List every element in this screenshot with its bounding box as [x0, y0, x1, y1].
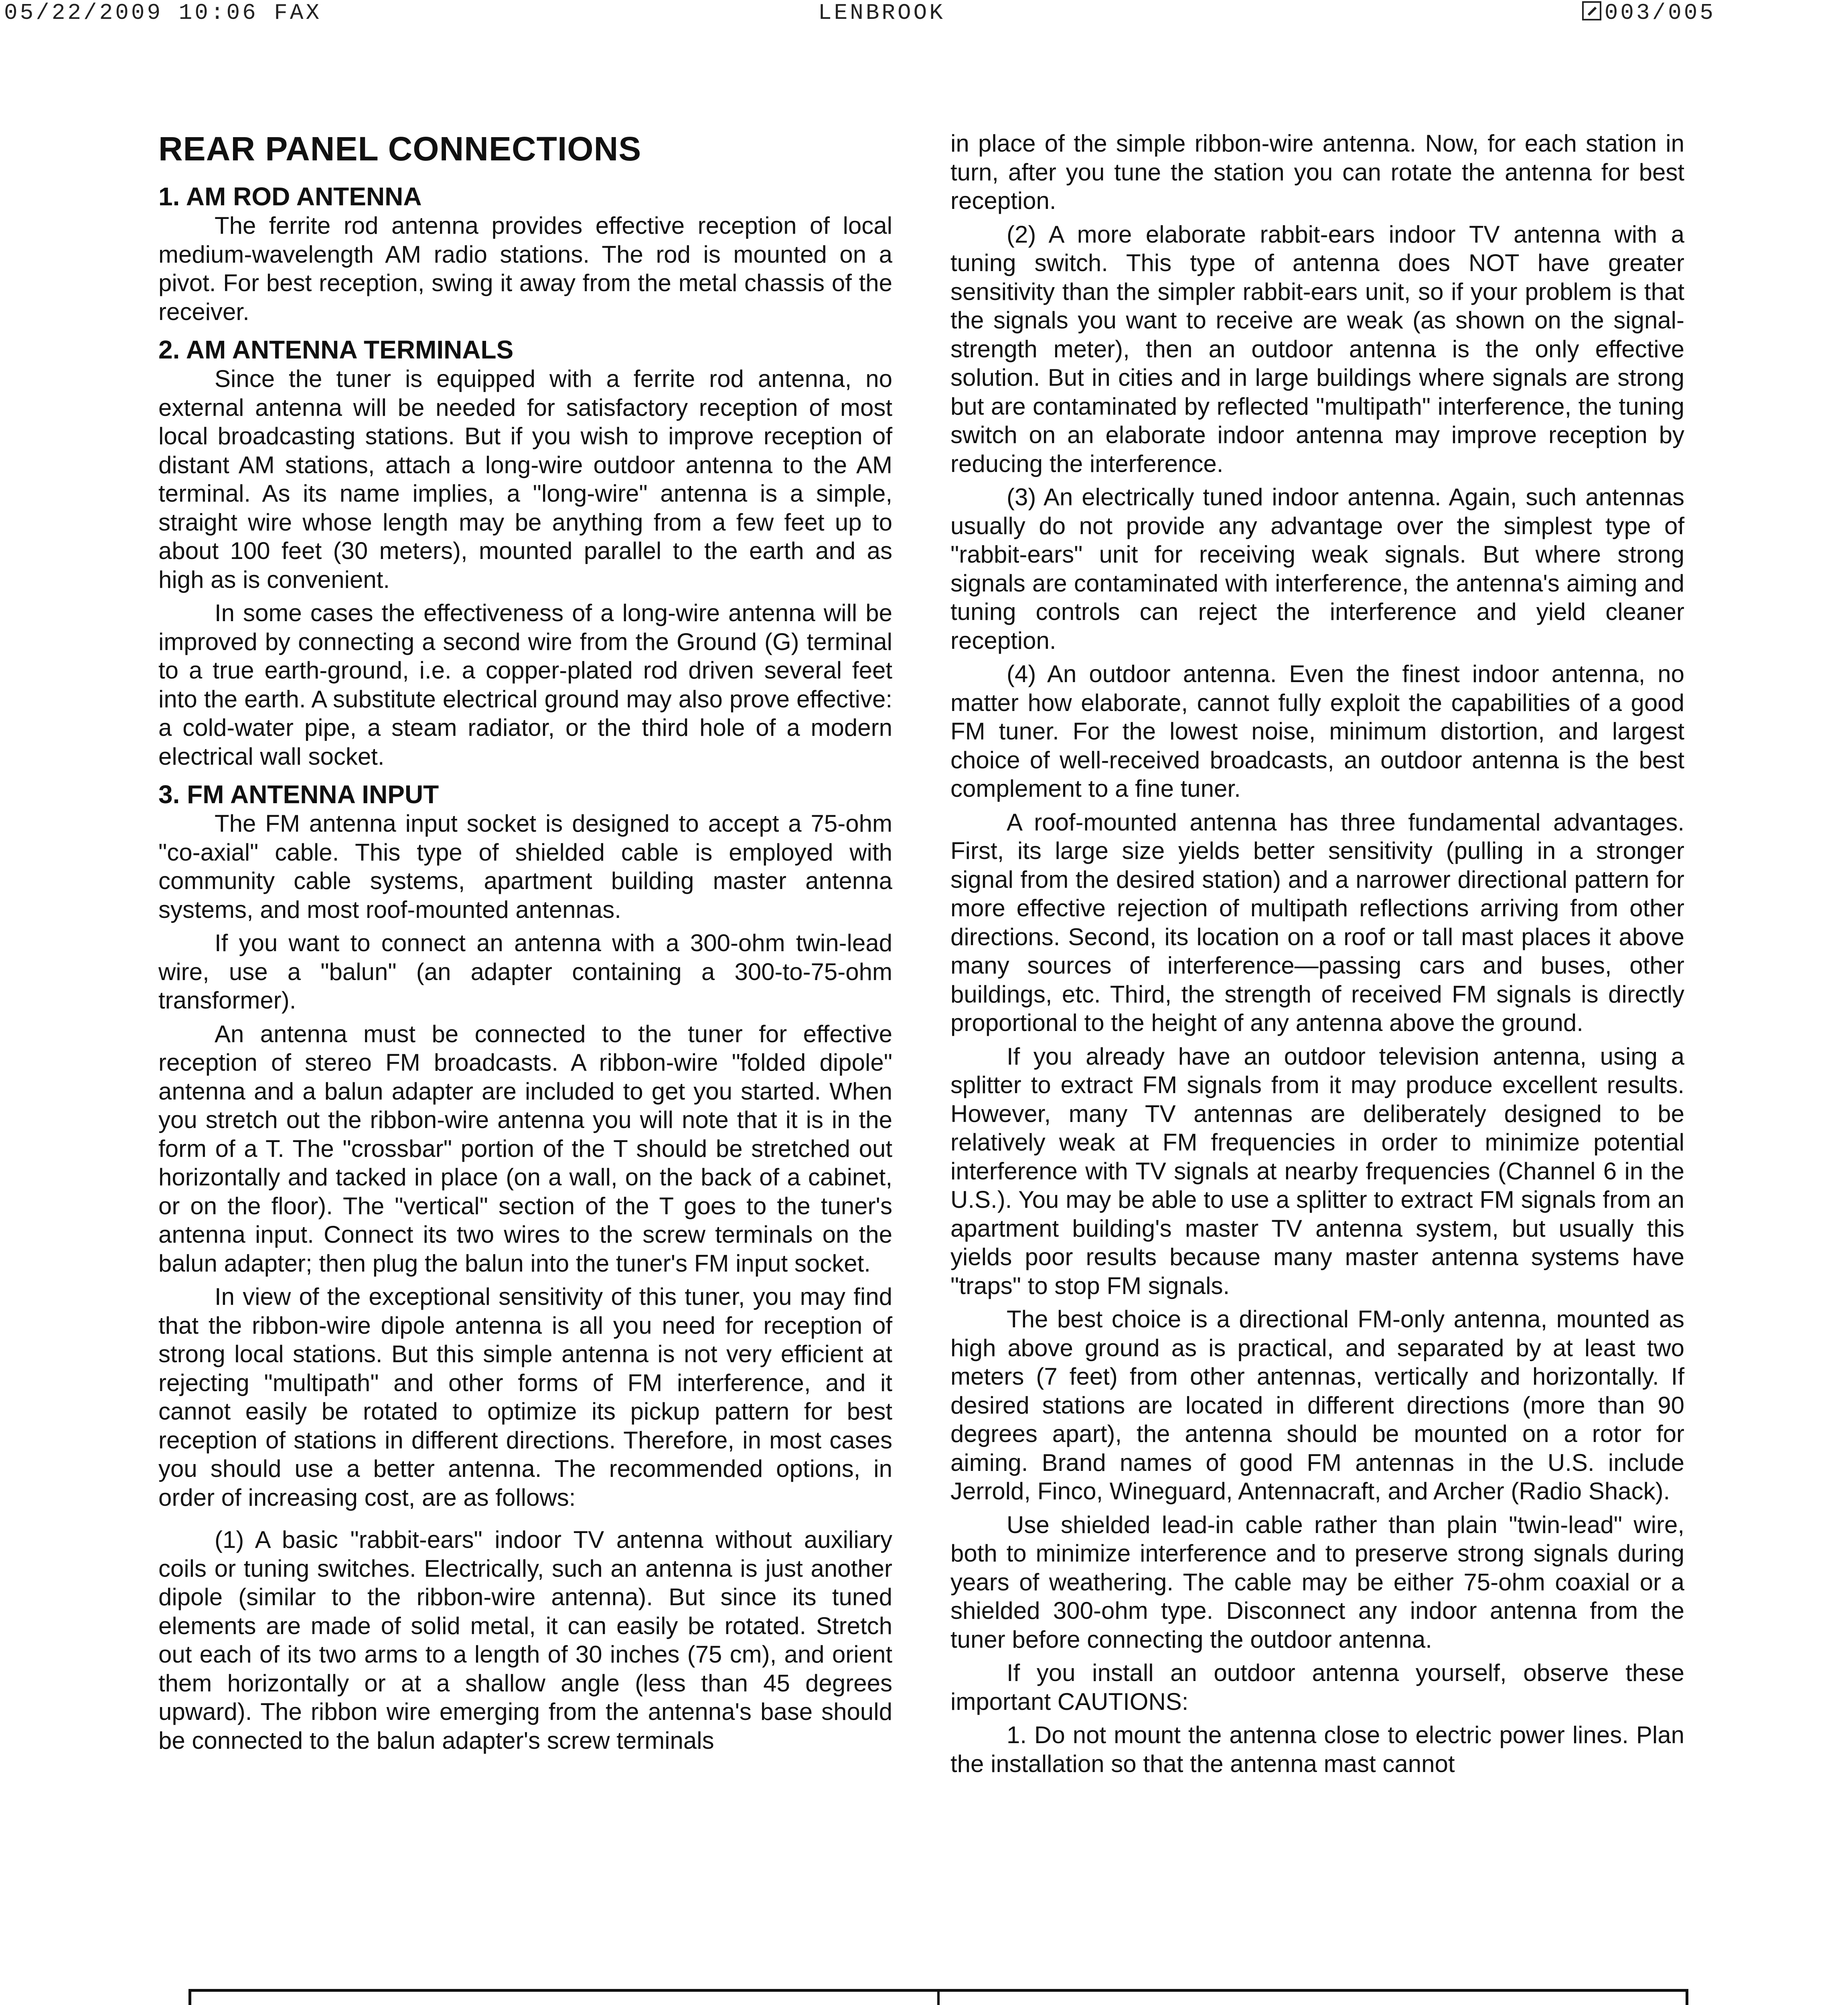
paragraph: Since the tuner is equipped with a ferrite rod antenna, no external antenna will be needed for satisfactory reception of most local broadcasting stations. But if you wish to improve reception of distant AM stations, attach a long-wire outdoor antenna to the AM terminal. As its name implies, a "long-wire" antenna is a simple, straight wire whose length may be anything from a few feet up to about 100 feet (30 meters), mounted parallel to the earth and as high as is convenient. [158, 365, 892, 593]
section-heading-am-rod: 1. AM ROD ANTENNA [158, 182, 422, 211]
paragraph: Use shielded lead-in cable rather than plain "twin-lead" wire, both to minimize interference and to preserve strong signals during years of weathering. The cable may be either 75-ohm coaxial or a shielded 300-ohm type. Disconnect any indoor antenna from the tuner before connecting the outdoor antenna. [950, 1511, 1684, 1653]
fax-header [0, 0, 1848, 32]
left-column [158, 130, 892, 1755]
page-title: REAR PANEL CONNECTIONS [158, 130, 642, 168]
paragraph: A roof-mounted antenna has three fundamental advantages. First, its large size yields better sensitivity (pulling in a stronger signal from the desired station) and a narrower directional pattern for more effective rejection of multipath reflections arriving from other directions. Second, its location on a roof or tall mast places it above many sources of interference—passing cars and buses, other buildings, etc. Third, the strength of received FM signals is directly proportional to the height of any antenna above the ground. [950, 808, 1684, 1036]
paragraph: If you want to connect an antenna with a 300-ohm twin-lead wire, use a "balun" (an adapter containing a 300-to-75-ohm transformer). [158, 930, 892, 1014]
paragraph: in place of the simple ribbon-wire antenna. Now, for each station in turn, after you tune the station you can rotate the antenna for best reception. [950, 130, 1684, 214]
warning-cell-electric-shock [191, 1992, 937, 2005]
fax-page-count [1582, 0, 1716, 26]
paragraph: The best choice is a directional FM-only antenna, mounted as high above ground as is practical, and separated by at least two meters (7 feet) from other antennas, vertically and horizontally. If desired stations are located in different directions (more than 90 degrees apart), the antenna should be mounted on a rotor for aiming. Brand names of good FM antennas in the U.S. include Jerrold, Finco, Wineguard, Antennacraft, and Archer (Radio Shack). [950, 1306, 1684, 1505]
paragraph: In view of the exceptional sensitivity of this tuner, you may find that the ribbon-wire dipole antenna is all you need for reception of strong local stations. But this simple antenna is not very efficient at rejecting "multipath" and other forms of FM interference, and it cannot easily be rotated to optimize its pickup pattern for best reception of stations in different directions. Therefore, in most cases you should use a better antenna. The recommended options, in order of increasing cost, are as follows: [158, 1283, 892, 1511]
fax-page-number: 003/005 [1604, 0, 1716, 26]
paragraph: The ferrite rod antenna provides effective reception of local medium-wavelength AM radio stations. The rod is mounted on a pivot. For best reception, swing it away from the metal chassis of the receiver. [158, 212, 892, 325]
paragraph: If you already have an outdoor television antenna, using a splitter to extract FM signals from it may produce excellent results. However, many TV antennas are deliberately designed to be relatively weak at FM frequencies in order to minimize potential interference with TV signals at nearby frequencies (Channel 6 in the U.S.). You may be able to use a splitter to extract FM signals from an apartment building's master TV antenna system, but usually this yields poor results because many master antenna systems have "traps" to stop FM signals. [950, 1043, 1684, 1299]
paragraph: 1. Do not mount the antenna close to electric power lines. Plan the installation so that the antenna mast cannot [950, 1721, 1684, 1777]
paragraph: (1) A basic "rabbit-ears" indoor TV antenna without auxiliary coils or tuning switches. Electrically, such an antenna is just another dipole (similar to the ribbon-wire antenna). But since its tuned elements are made of solid metal, it can easily be rotated. Stretch out each of its two arms to a length of 30 inches (75 cm), and orient them horizontally or at a shallow angle (less than 45 degrees upward). The ribbon wire emerging from the antenna's base should be connected to the balun adapter's screw terminals [158, 1526, 892, 1754]
paragraph: In some cases the effectiveness of a long-wire antenna will be improved by connecting a second wire from the Ground (G) terminal to a true earth-ground, i.e. a copper-plated rod driven several feet into the earth. A substitute electrical ground may also prove effective: a cold-water pipe, a steam radiator, or the third hole of a modern electrical wall socket. [158, 599, 892, 770]
section-heading-fm-input: 3. FM ANTENNA INPUT [158, 780, 439, 809]
fax-datetime: 05/22/2009 10:06 FAX [4, 0, 322, 26]
paragraph: (3) An electrically tuned indoor antenna. Again, such antennas usually do not provide any advantage over the simplest type of "rabbit-ears" unit for receiving weak signals. But where strong signals are contaminated with interference, the antenna's aiming and tuning controls can reject the interference and yield cleaner reception. [950, 484, 1684, 654]
fax-page-icon [1582, 1, 1601, 20]
safety-warning-box [188, 1989, 1688, 2005]
paragraph: An antenna must be connected to the tuner for effective reception of stereo FM broadcasts. A ribbon-wire "folded dipole" antenna and a balun adapter are included to get you started. When you stretch out the ribbon-wire antenna you will note that it is in the form of a T. The "crossbar" portion of the T should be stretched out horizontally and tacked in place (on a wall, on the back of a cabinet, or on the floor). The "vertical" section of the T goes to the tuner's antenna input. Connect its two wires to the screw terminals on the balun adapter; then plug the balun into the tuner's FM input socket. [158, 1020, 892, 1277]
right-column [950, 129, 1684, 1778]
paragraph: (4) An outdoor antenna. Even the finest indoor antenna, no matter how elaborate, cannot fully exploit the capabilities of a good FM tuner. For the lowest noise, minimum distortion, and largest choice of well-received broadcasts, an outdoor antenna is the best complement to a fine tuner. [950, 660, 1684, 802]
section-heading-am-terminals: 2. AM ANTENNA TERMINALS [158, 335, 514, 364]
warning-cell-instructions [937, 1992, 1686, 2005]
fax-sender: LENBROOK [818, 0, 945, 26]
paragraph: (2) A more elaborate rabbit-ears indoor TV antenna with a tuning switch. This type of antenna does NOT have greater sensitivity than the simpler rabbit-ears unit, so if your problem is that the signals you want to receive are weak (as shown on the signal-strength meter), then an outdoor antenna is the only effective solution. But in cities and in large buildings where signals are strong but are contaminated by reflected "multipath" interference, the tuning switch on an elaborate indoor antenna may improve reception by reducing the interference. [950, 221, 1684, 477]
paragraph: If you install an outdoor antenna yourself, observe these important CAUTIONS: [950, 1659, 1684, 1715]
paragraph: The FM antenna input socket is designed to accept a 75-ohm "co-axial" cable. This type of shielded cable is employed with community cable systems, apartment building master antenna systems, and most roof-mounted antennas. [158, 810, 892, 923]
